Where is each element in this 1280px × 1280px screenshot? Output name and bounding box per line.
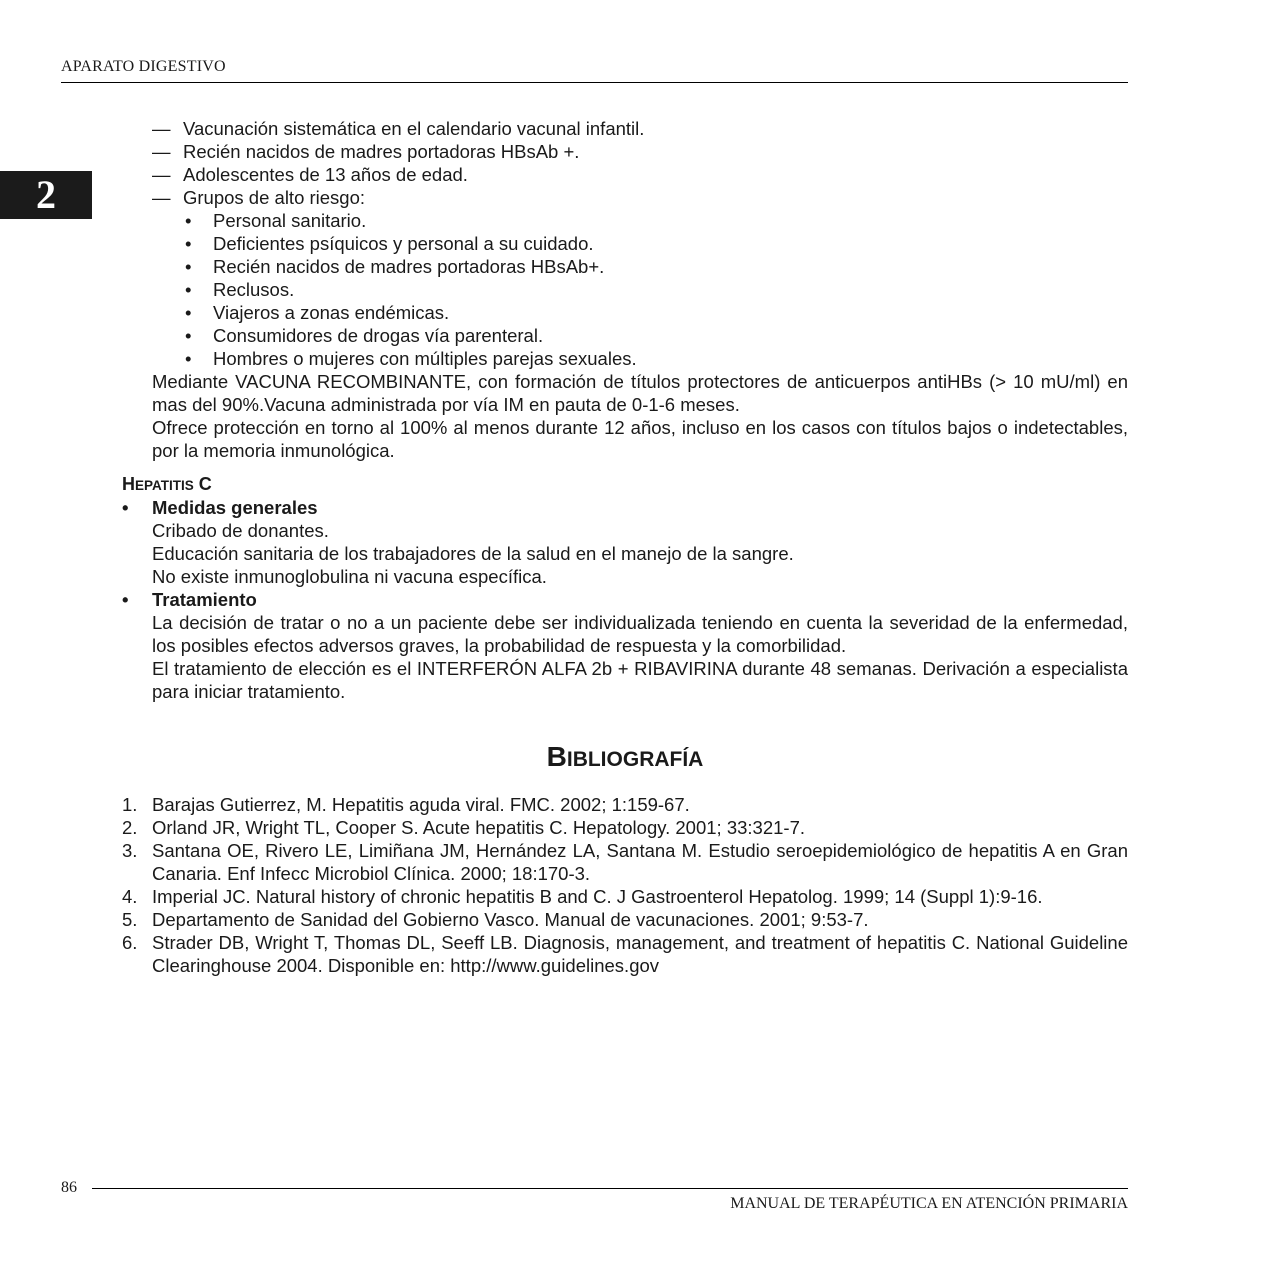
risk-group-item: Consumidores de drogas vía parenteral. xyxy=(213,325,544,346)
tratamiento-paragraph: La decisión de tratar o no a un paciente debe ser individualizada teniendo en cuenta la severidad de la enfermedad, los posibles efectos adversos graves, la probabilidad de respuesta y la comorbilidad. xyxy=(152,612,1128,656)
bullet-dot: • xyxy=(185,279,192,300)
reference-number: 2. xyxy=(122,817,138,838)
bullet-dot: • xyxy=(185,210,192,231)
risk-group-item: Recién nacidos de madres portadoras HBsAb+. xyxy=(213,256,605,277)
heading-letter: C xyxy=(198,474,212,494)
bibliography-initial: B xyxy=(546,741,567,772)
header-rule xyxy=(61,82,1128,83)
bullet-dot: • xyxy=(185,302,192,323)
dash-item: Adolescentes de 13 años de edad. xyxy=(183,164,468,185)
dash-marker: — xyxy=(152,118,171,139)
reference-text: Departamento de Sanidad del Gobierno Vasco. Manual de vacunaciones. 2001; 9:53-7. xyxy=(152,909,869,930)
tratamiento-paragraph: El tratamiento de elección es el INTERFERÓN ALFA 2b + RIBAVIRINA durante 48 semanas. Derivación a especialista para iniciar tratamiento. xyxy=(152,658,1128,702)
footer-rule xyxy=(92,1188,1128,1189)
chapter-tab: 2 xyxy=(0,171,92,219)
reference-text: Santana OE, Rivero LE, Limiñana JM, Hernández LA, Santana M. Estudio seroepidemiológico de hepatitis A en Gran Canaria. Enf Infecc Microbiol Clínica. 2000; 18:170-3. xyxy=(152,840,1128,884)
reference-number: 6. xyxy=(122,932,138,953)
dash-item: Recién nacidos de madres portadoras HBsAb +. xyxy=(183,141,580,162)
heading-rest: EPATITIS xyxy=(135,478,194,493)
reference-number: 1. xyxy=(122,794,138,815)
reference-number: 5. xyxy=(122,909,138,930)
bullet-dot: • xyxy=(185,325,192,346)
bullet-dot: • xyxy=(185,256,192,277)
book-title: MANUAL DE TERAPÉUTICA EN ATENCIÓN PRIMARIA xyxy=(730,1195,1128,1212)
risk-group-item: Viajeros a zonas endémicas. xyxy=(213,302,450,323)
risk-group-item: Deficientes psíquicos y personal a su cuidado. xyxy=(213,233,594,254)
dash-marker: — xyxy=(152,141,171,162)
dash-marker: — xyxy=(152,164,171,185)
reference-number: 3. xyxy=(122,840,138,861)
reference-number: 4. xyxy=(122,886,138,907)
medidas-line: Educación sanitaria de los trabajadores de la salud en el manejo de la sangre. xyxy=(152,543,794,564)
bullet-dot: • xyxy=(185,348,192,369)
medidas-title: Medidas generales xyxy=(152,497,318,518)
vaccine-paragraph: Mediante VACUNA RECOMBINANTE, con formación de títulos protectores de anticuerpos antiHBs (> 10 mU/ml) en mas del 90%.Vacuna administrada por vía IM en pauta de 0-1-6 meses. xyxy=(152,371,1128,415)
risk-group-item: Hombres o mujeres con múltiples parejas sexuales. xyxy=(213,348,637,369)
heading-initial: H xyxy=(122,474,135,494)
reference-text: Strader DB, Wright T, Thomas DL, Seeff LB. Diagnosis, management, and treatment of hepatitis C. National Guideline Clearinghouse 2004. Disponible en: http://www.guidelines.gov xyxy=(152,932,1128,976)
bullet-dot: • xyxy=(185,233,192,254)
vaccine-paragraph: Ofrece protección en torno al 100% al menos durante 12 años, incluso en los casos con títulos bajos o indetectables, por la memoria inmunológica. xyxy=(152,417,1128,461)
dash-item: Vacunación sistemática en el calendario vacunal infantil. xyxy=(183,118,645,139)
bibliography-rest: IBLIOGRAFÍA xyxy=(566,748,704,771)
page-number: 86 xyxy=(61,1179,77,1196)
bibliography-title xyxy=(0,740,1250,777)
medidas-line: No existe inmunoglobulina ni vacuna específica. xyxy=(152,566,547,587)
risk-group-item: Reclusos. xyxy=(213,279,295,300)
reference-text: Barajas Gutierrez, M. Hepatitis aguda viral. FMC. 2002; 1:159-67. xyxy=(152,794,690,815)
reference-text: Imperial JC. Natural history of chronic hepatitis B and C. J Gastroenterol Hepatolog. 1999; 14 (Suppl 1):9-16. xyxy=(152,886,1043,907)
hepatitis-c-heading xyxy=(122,473,212,497)
medidas-line: Cribado de donantes. xyxy=(152,520,329,541)
risk-group-item: Personal sanitario. xyxy=(213,210,367,231)
tratamiento-title: Tratamiento xyxy=(152,589,257,610)
reference-text: Orland JR, Wright TL, Cooper S. Acute hepatitis C. Hepatology. 2001; 33:321-7. xyxy=(152,817,806,838)
dash-marker: — xyxy=(152,187,171,208)
running-head: APARATO DIGESTIVO xyxy=(61,58,226,75)
dash-item: Grupos de alto riesgo: xyxy=(183,187,366,208)
section-bullet: • xyxy=(122,497,129,518)
section-bullet: • xyxy=(122,589,129,610)
